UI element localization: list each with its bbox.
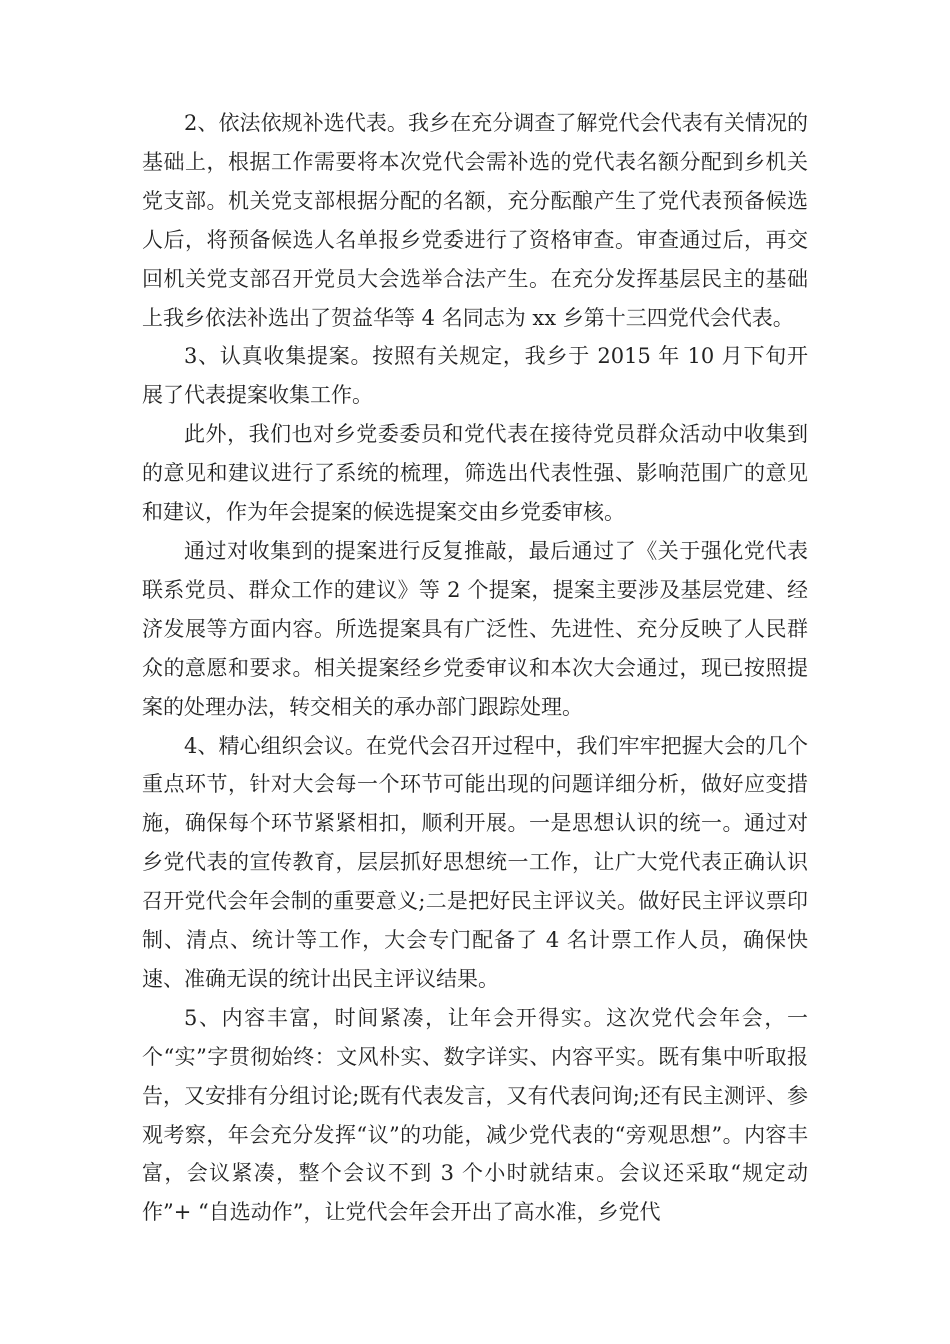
- paragraph-organize-meeting: 4、精心组织会议。在党代会召开过程中，我们牢牢把握大会的几个重点环节，针对大会每一个环节可能出现的问题详细分析，做好应变措施，确保每个环节紧紧相扣，顺利开展。一是思想认识的统一。通过对乡党代表的宣传教育，层层抓好思想统一工作，让广大党代表正确认识召开党代会年会制的重要意义;二是把好民主评议关。做好民主评议票印制、清点、统计等工作，大会专门配备了 4 名计票工作人员，确保快速、准确无误的统计出民主评议结果。: [142, 733, 808, 991]
- document-body: [142, 104, 808, 1232]
- paragraph-opinions-review: 此外，我们也对乡党委委员和党代表在接待党员群众活动中收集到的意见和建议进行了系统的梳理，筛选出代表性强、影响范围广的意见和建议，作为年会提案的候选提案交由乡党委审核。: [142, 422, 808, 525]
- paragraph-proposals-adopted: 通过对收集到的提案进行反复推敲，最后通过了《关于强化党代表联系党员、群众工作的建议》等 2 个提案，提案主要涉及基层党建、经济发展等方面内容。所选提案具有广泛性、先进性、充分反映了人民群众的意愿和要求。相关提案经乡党委审议和本次大会通过，现已按照提案的处理办法，转交相关的承办部门跟踪处理。: [142, 538, 808, 719]
- paragraph-supplementary-election: 2、依法依规补选代表。我乡在充分调查了解党代会代表有关情况的基础上，根据工作需要将本次党代会需补选的党代表名额分配到乡机关党支部。机关党支部根据分配的名额，充分酝酿产生了党代表预备候选人后，将预备候选人名单报乡党委进行了资格审查。审查通过后，再交回机关党支部召开党员大会选举合法产生。在充分发挥基层民主的基础上我乡依法补选出了贺益华等 4 名同志为 xx 乡第十三四党代会代表。: [142, 111, 808, 330]
- paragraph-collect-proposals: 3、认真收集提案。按照有关规定，我乡于 2015 年 10 月下旬开展了代表提案收集工作。: [142, 344, 808, 408]
- paragraph-rich-content: 5、内容丰富，时间紧凑，让年会开得实。这次党代会年会，一个“实”字贯彻始终：文风朴实、数字详实、内容平实。既有集中听取报告，又安排有分组讨论;既有代表发言，又有代表问询;还有民主测评、参观考察，年会充分发挥“议”的功能，减少党代表的“旁观思想”。内容丰富，会议紧凑，整个会议不到 3 个小时就结束。会议还采取“规定动作”+ “自选动作”，让党代会年会开出了高水准，乡党代: [142, 1005, 808, 1225]
